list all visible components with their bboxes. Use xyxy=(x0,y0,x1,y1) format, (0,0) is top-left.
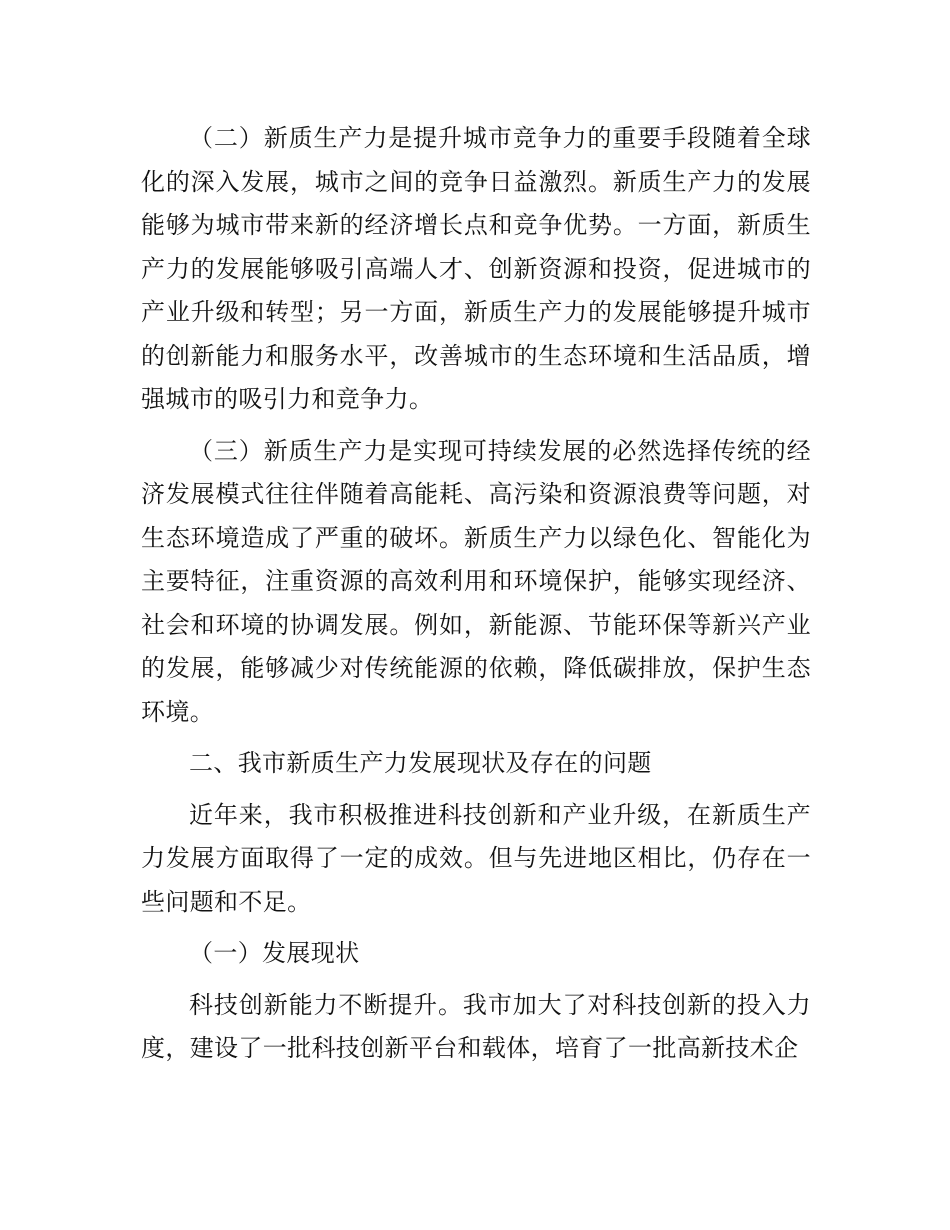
paragraph-recent-years: 近年来，我市积极推进科技创新和产业升级，在新质生产力发展方面取得了一定的成效。但与先进地区相比，仍存在一些问题和不足。 xyxy=(141,800,811,916)
paragraph-sustainable-development: （三）新质生产力是实现可持续发展的必然选择传统的经济发展模式往往伴随着高能耗、高污染和资源浪费等问题，对生态环境造成了严重的破坏。新质生产力以绿色化、智能化为主要特征，注重资源的高效利用和环境保护，能够实现经济、社会和环境的协调发展。例如，新能源、节能环保等新兴产业的发展，能够减少对传统能源的依赖，降低碳排放，保护生态环境。 xyxy=(141,436,811,726)
paragraph-city-competitiveness: （二）新质生产力是提升城市竞争力的重要手段随着全球化的深入发展，城市之间的竞争日益激烈。新质生产力的发展能够为城市带来新的经济增长点和竞争优势。一方面，新质生产力的发展能够吸引高端人才、创新资源和投资，促进城市的产业升级和转型；另一方面，新质生产力的发展能够提升城市的创新能力和服务水平，改善城市的生态环境和生活品质，增强城市的吸引力和竞争力。 xyxy=(141,124,811,413)
subheading-development-status: （一）发展现状 xyxy=(189,939,360,967)
paragraph-tech-innovation: 科技创新能力不断提升。我市加大了对科技创新的投入力度，建设了一批科技创新平台和载体，培育了一批高新技术企 xyxy=(141,990,811,1062)
section-heading-current-status: 二、我市新质生产力发展现状及存在的问题 xyxy=(189,749,652,777)
document-body xyxy=(141,117,811,1079)
